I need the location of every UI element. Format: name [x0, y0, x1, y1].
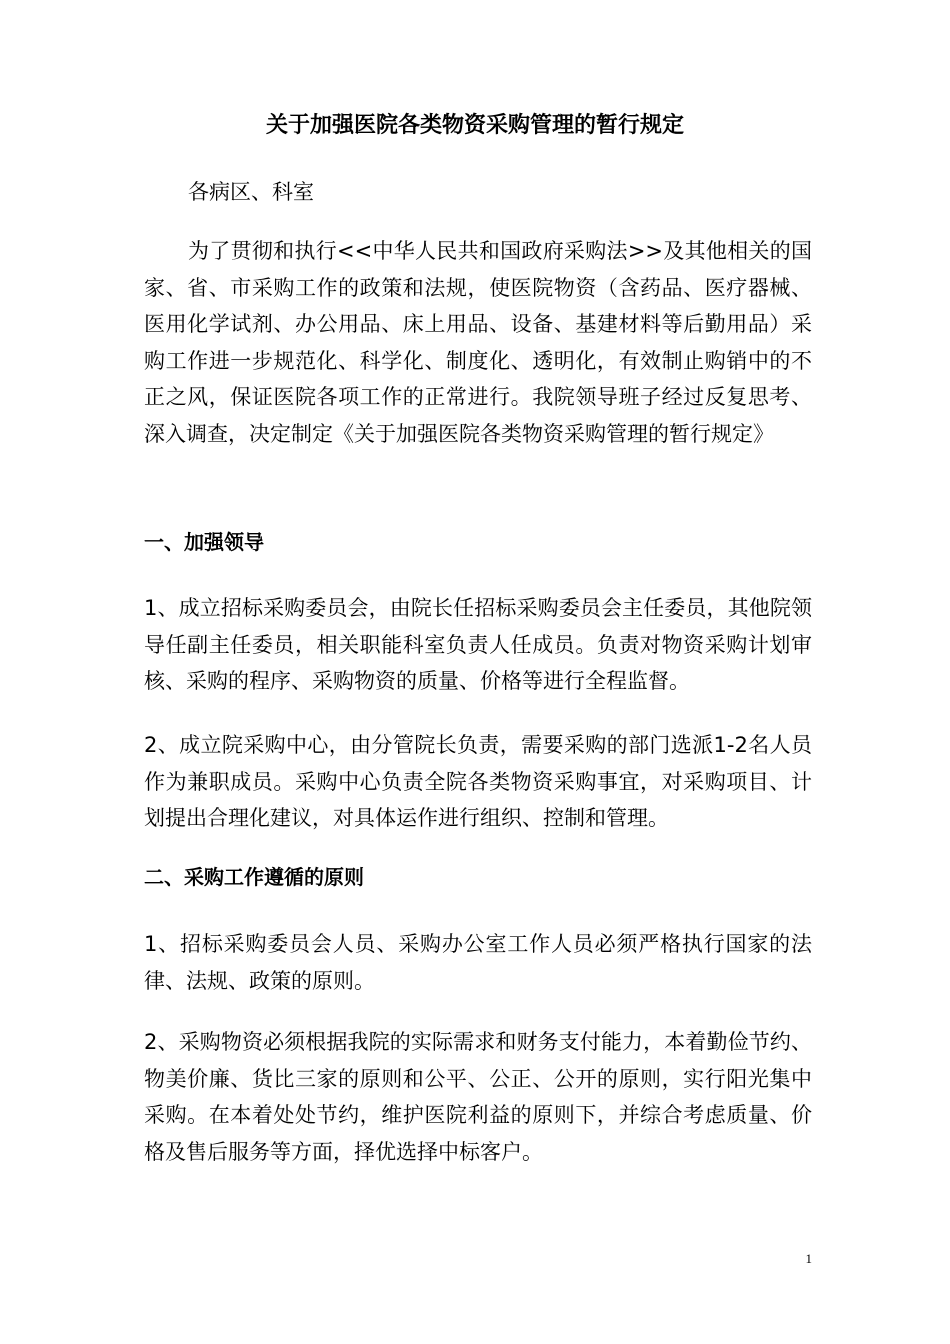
section-heading-principles: 二、采购工作遵循的原则	[144, 865, 364, 889]
section-1-item-1: 1、成立招标采购委员会，由院长任招标采购委员会主任委员，其他院领导任副主任委员，相关职能科室负责人任成员。负责对物资采购计划审核、采购的程序、采购物资的质量、价格等进行全程监督。	[144, 596, 812, 693]
section-heading-leadership: 一、加强领导	[144, 530, 264, 554]
document-title: 关于加强医院各类物资采购管理的暂行规定	[265, 113, 684, 138]
page-number: 1	[805, 1251, 812, 1266]
section-2-item-2: 2、采购物资必须根据我院的实际需求和财务支付能力，本着勤俭节约、物美价廉、货比三家的原则和公平、公正、公开的原则，实行阳光集中采购。在本着处处节约，维护医院利益的原则下，并综合考虑质量、价格及售后服务等方面，择优选择中标客户。	[144, 1030, 812, 1164]
salutation: 各病区、科室	[188, 180, 314, 204]
section-1-item-2: 2、成立院采购中心，由分管院长负责，需要采购的部门选派1-2名人员作为兼职成员。采购中心负责全院各类物资采购事宜，对采购项目、计划提出合理化建议，对具体运作进行组织、控制和管理。	[144, 733, 812, 830]
intro-paragraph: 为了贯彻和执行<<中华人民共和国政府采购法>>及其他相关的国家、省、市采购工作的政策和法规，使医院物资（含药品、医疗器械、医用化学试剂、办公用品、床上用品、设备、基建材料等后勤用品）采购工作进一步规范化、科学化、制度化、透明化，有效制止购销中的不正之风，保证医院各项工作的正常进行。我院领导班子经过反复思考、深入调查，决定制定《关于加强医院各类物资采购管理的暂行规定》	[144, 239, 812, 446]
section-2-item-1: 1、招标采购委员会人员、采购办公室工作人员必须严格执行国家的法律、法规、政策的原则。	[144, 932, 812, 993]
